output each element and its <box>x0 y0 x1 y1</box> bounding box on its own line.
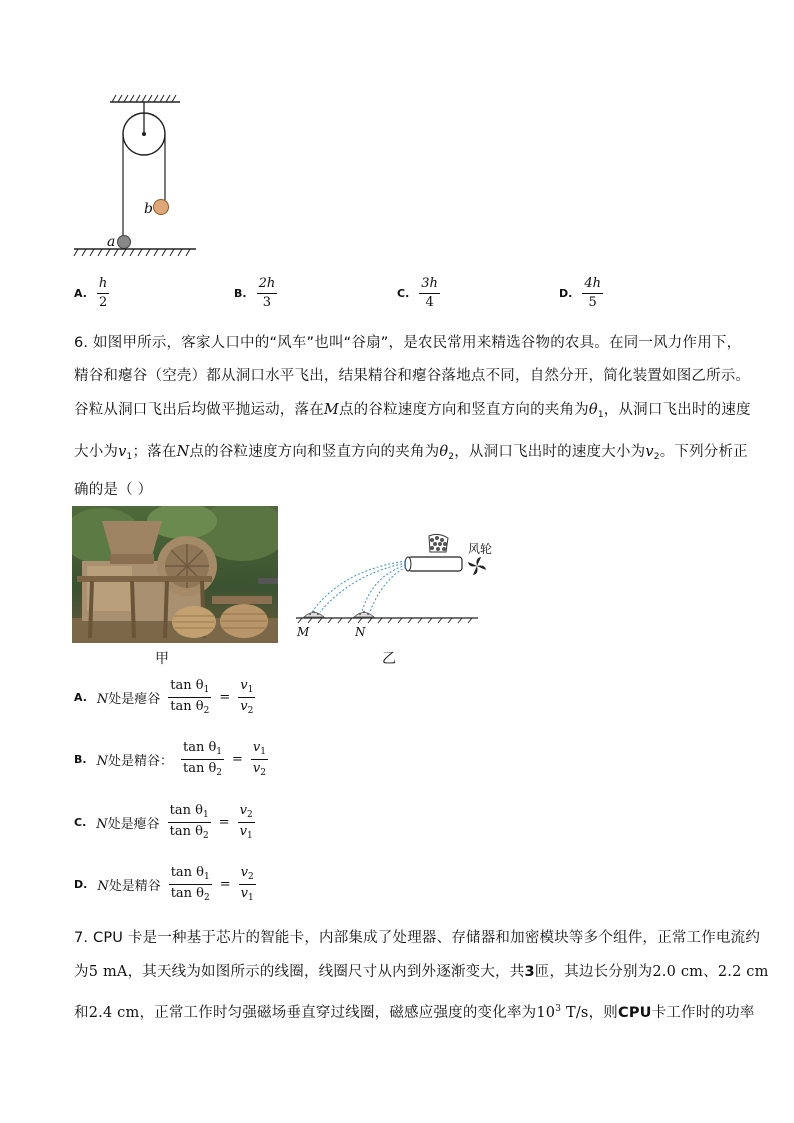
winnowing-schematic <box>292 530 502 650</box>
q6-stem-line-4: 大小为$v_1$；落在N点的谷粒速度方向和竖直方向的夹角为$\theta_2$，从洞口飞出时的速度大小为$v_2$。下列分析正 <box>74 444 748 462</box>
tan-ratio: $\frac{\tan \theta_1}{\tan \theta_2}$ <box>170 865 210 903</box>
q6-option-c[interactable]: C. N处是瘪谷 $\frac{\tan \theta_1}{\tan \theta_2}$ = $\frac{v_2}{v_1}$ <box>74 803 253 841</box>
option-fraction: $\frac{h}{2}$ <box>98 276 108 310</box>
option-letter: A. <box>74 690 87 704</box>
label-b: b <box>144 201 153 217</box>
figure-caption-yi: 乙 <box>382 651 396 667</box>
option-fraction: $\frac{4h}{5}$ <box>584 276 601 310</box>
option-fraction: $\frac{2h}{3}$ <box>258 276 276 310</box>
option-fraction: $\frac{3h}{4}$ <box>421 276 438 310</box>
q7-stem-line-3: 和2.4 cm，正常工作时匀强磁场垂直穿过线圈，磁感应强度的变化率为$10^3$ T/s，则CPU卡工作时的功率 <box>74 1004 755 1021</box>
q6-stem-line-1: 6. 如图甲所示，客家人口中的“风车”也叫“谷扇”，是农民常用来精选谷物的农具。在同一风力作用下， <box>74 335 742 351</box>
label-M: M <box>297 625 310 639</box>
option-letter: D. <box>74 877 88 891</box>
option-letter: A. <box>74 286 87 300</box>
q6-stem-line-2: 精谷和瘪谷（空壳）都从洞口水平飞出，结果精谷和瘪谷落地点不同，自然分开，简化装置如图乙所示。 <box>74 368 751 384</box>
q6-stem-line-3: 谷粒从洞口飞出后均做平抛运动，落在M点的谷粒速度方向和竖直方向的夹角为$\theta_1$，从洞口飞出时的速度 <box>74 402 751 420</box>
option-letter: C. <box>397 286 410 300</box>
tan-ratio: $\frac{\tan \theta_1}{\tan \theta_2}$ <box>182 740 223 778</box>
wind-wheel-label: 风轮 <box>468 542 493 556</box>
q5-option-a[interactable] <box>74 276 109 310</box>
label-a: a <box>107 234 116 250</box>
tan-ratio: $\frac{\tan \theta_1}{\tan \theta_2}$ <box>170 678 210 716</box>
option-letter: B. <box>234 286 247 300</box>
q6-option-d[interactable]: D. N处是精谷 $\frac{\tan \theta_1}{\tan \theta_2}$ = $\frac{v_2}{v_1}$ <box>74 865 254 903</box>
q6-option-b[interactable]: B. N处是精谷： $\frac{\tan \theta_1}{\tan \theta_2}$ = $\frac{v_1}{v_2}$ <box>74 740 267 778</box>
v-ratio: $\frac{v_1}{v_2}$ <box>240 678 254 716</box>
q5-option-c[interactable] <box>397 276 440 310</box>
q7-stem-line-2: 为5 mA，其天线为如图所示的线圈，线圈尺寸从内到外逐渐变大，共3匝，其边长分别为2.0 cm、2.2 cm <box>74 964 769 980</box>
option-letter: C. <box>74 815 87 829</box>
label-N: N <box>355 625 366 639</box>
tan-ratio: $\frac{\tan \theta_1}{\tan \theta_2}$ <box>169 803 209 841</box>
q7-stem-line-1: 7. CPU 卡是一种基于芯片的智能卡，内部集成了处理器、存储器和加密模块等多个组件，正常工作电流约 <box>74 930 761 946</box>
pulley-diagram <box>70 92 210 262</box>
v-ratio: $\frac{v_1}{v_2}$ <box>252 740 267 778</box>
q6-stem-line-5: 确的是（ ） <box>74 482 153 498</box>
q5-option-d[interactable] <box>559 276 603 310</box>
option-letter: D. <box>559 286 573 300</box>
v-ratio: $\frac{v_2}{v_1}$ <box>240 865 254 903</box>
q5-option-b[interactable] <box>234 276 277 310</box>
q6-option-a[interactable]: A. N处是瘪谷 $\frac{\tan \theta_1}{\tan \theta_2}$ = $\frac{v_1}{v_2}$ <box>74 678 254 716</box>
figure-caption-jia: 甲 <box>155 651 169 667</box>
v-ratio: $\frac{v_2}{v_1}$ <box>239 803 253 841</box>
winnowing-machine-photo <box>72 506 278 643</box>
option-letter: B. <box>74 752 87 766</box>
